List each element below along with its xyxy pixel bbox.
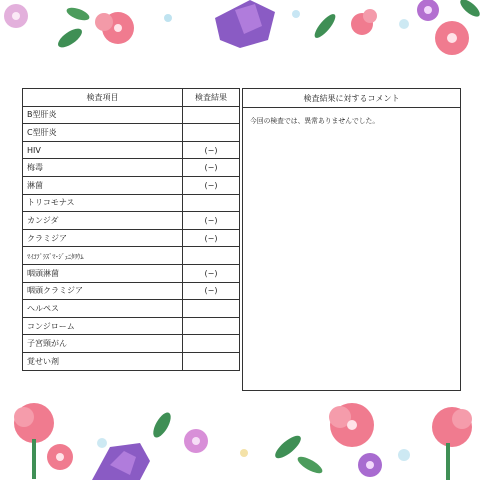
sparkle-icon bbox=[97, 438, 107, 448]
result-cell bbox=[183, 247, 240, 265]
flower-icon bbox=[358, 453, 382, 477]
table-row bbox=[23, 212, 240, 230]
leaf-icon bbox=[312, 11, 339, 40]
result-cell bbox=[183, 106, 240, 124]
header-result: 検査結果 bbox=[183, 89, 240, 107]
item-cell: 覚せい剤 bbox=[23, 352, 183, 370]
sparkle-icon bbox=[399, 19, 409, 29]
sparkle-icon bbox=[240, 449, 248, 457]
table-row bbox=[23, 229, 240, 247]
leaf-icon bbox=[65, 5, 91, 23]
result-cell bbox=[183, 194, 240, 212]
item-cell: カンジダ bbox=[23, 212, 183, 230]
table-row bbox=[23, 247, 240, 265]
item-cell: HIV bbox=[23, 141, 183, 159]
result-cell bbox=[183, 335, 240, 353]
flower-icon bbox=[4, 4, 28, 28]
table-row bbox=[23, 176, 240, 194]
result-cell: (−) bbox=[183, 229, 240, 247]
table-row bbox=[23, 352, 240, 370]
carnation-icon bbox=[14, 403, 54, 479]
comment-box bbox=[242, 88, 461, 391]
result-cell bbox=[183, 300, 240, 318]
table-row bbox=[23, 194, 240, 212]
item-cell: 子宮頸がん bbox=[23, 335, 183, 353]
comment-header: 検査結果に対するコメント bbox=[243, 89, 460, 108]
result-cell: (−) bbox=[183, 264, 240, 282]
flower-icon bbox=[435, 21, 469, 55]
leaf-icon bbox=[295, 454, 324, 477]
table-header-row bbox=[23, 89, 240, 107]
sparkle-icon bbox=[164, 14, 172, 22]
item-cell: C型肝炎 bbox=[23, 124, 183, 142]
header-item: 検査項目 bbox=[23, 89, 183, 107]
leaf-icon bbox=[150, 410, 174, 440]
table-row bbox=[23, 141, 240, 159]
item-cell: 梅毒 bbox=[23, 159, 183, 177]
flower-icon bbox=[215, 0, 275, 48]
table-row bbox=[23, 159, 240, 177]
table-row bbox=[23, 317, 240, 335]
item-cell: コンジローム bbox=[23, 317, 183, 335]
item-cell: ヘルペス bbox=[23, 300, 183, 318]
comment-text: 今回の検査では、異常ありませんでした。 bbox=[250, 117, 380, 125]
flower-icon bbox=[95, 12, 134, 44]
result-cell bbox=[183, 317, 240, 335]
result-cell: (−) bbox=[183, 282, 240, 300]
result-cell: (−) bbox=[183, 141, 240, 159]
result-cell: (−) bbox=[183, 159, 240, 177]
item-cell: 淋菌 bbox=[23, 176, 183, 194]
flower-icon bbox=[92, 443, 150, 480]
table-row bbox=[23, 264, 240, 282]
result-cell: (−) bbox=[183, 212, 240, 230]
carnation-icon bbox=[432, 407, 472, 480]
item-cell: B型肝炎 bbox=[23, 106, 183, 124]
result-cell bbox=[183, 124, 240, 142]
flower-icon bbox=[47, 444, 73, 470]
results-table bbox=[22, 88, 240, 371]
table-row bbox=[23, 335, 240, 353]
sparkle-icon bbox=[398, 449, 410, 461]
floral-border-top bbox=[0, 0, 480, 60]
flower-icon bbox=[417, 0, 439, 21]
sparkle-icon bbox=[292, 10, 300, 18]
flower-icon bbox=[184, 429, 208, 453]
result-cell bbox=[183, 352, 240, 370]
table-row bbox=[23, 124, 240, 142]
item-cell: ﾏｲｺﾌﾟﾗｽﾞﾏ･ｼﾞｪﾆﾀﾘｳﾑ bbox=[23, 247, 183, 265]
table-row bbox=[23, 106, 240, 124]
flower-icon bbox=[351, 9, 377, 35]
item-cell: クラミジア bbox=[23, 229, 183, 247]
result-cell: (−) bbox=[183, 176, 240, 194]
table-row bbox=[23, 300, 240, 318]
leaf-icon bbox=[55, 25, 85, 51]
item-cell: 咽頭淋菌 bbox=[23, 264, 183, 282]
leaf-icon bbox=[458, 0, 480, 20]
floral-border-bottom bbox=[0, 395, 480, 480]
item-cell: 咽頭クラミジア bbox=[23, 282, 183, 300]
item-cell: トリコモナス bbox=[23, 194, 183, 212]
flower-icon bbox=[329, 403, 374, 447]
table-row bbox=[23, 282, 240, 300]
